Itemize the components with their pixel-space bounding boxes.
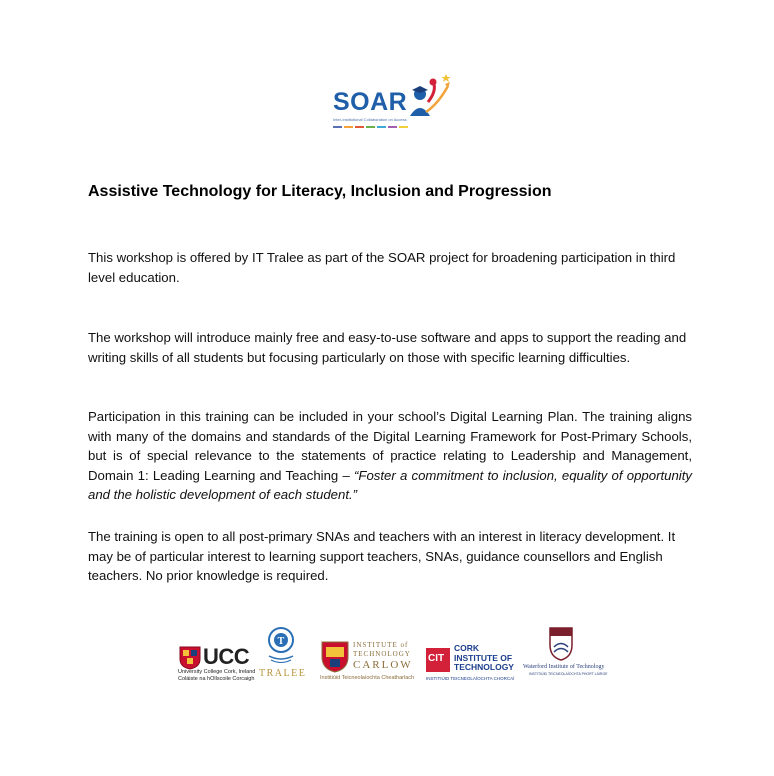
- graduate-figure-icon: [406, 72, 452, 118]
- soar-logo: [320, 64, 455, 138]
- ucc-wordmark: UCC: [203, 644, 250, 669]
- soar-wordmark: SOAR: [333, 88, 408, 116]
- soar-subtitle: Inter-Institutional Collaboration on Access: [333, 117, 407, 122]
- ucc-line-1: University College Cork, Ireland: [178, 669, 256, 675]
- carlow-subtitle: Institiúid Teicneolaíochta Cheatharlach: [320, 675, 415, 681]
- svg-text:T: T: [277, 636, 285, 647]
- framework-quote: “Foster a commitment to inclusion, equality of opportunity and the holistic development of each student.”: [88, 467, 692, 502]
- cit-badge-text: CIT: [428, 653, 445, 664]
- soar-stripe-segment: [388, 126, 397, 128]
- audience-paragraph: The training is open to all post-primary SNAs and teachers with an interest in literacy development. It may be of particular interest to learning support teachers, SNAs, guidance counsellors and English teachers. No prior knowledge is required.: [88, 529, 676, 583]
- cit-line-2: INSTITUTE OF: [454, 652, 513, 663]
- workshop-description-paragraph: The workshop will introduce mainly free and easy-to-use software and apps to support the reading and writing skills of all students but focusing particularly on those with specific learning difficulties.: [88, 330, 687, 365]
- carlow-line-1: INSTITUTE of: [353, 641, 409, 649]
- ucc-crest-icon: [179, 646, 201, 670]
- wit-subtitle: INSTITIÚID TEICNEOLAÍOCHTA PHORT LÁIRGE: [529, 672, 608, 676]
- soar-stripe-segment: [344, 126, 353, 128]
- cit-subtitle: INSTITIÚID TEICNEOLAÍOCHTA CHORCAÍ: [426, 676, 515, 681]
- carlow-crest-icon: [321, 641, 349, 673]
- tralee-wordmark: TRALEE: [259, 668, 307, 679]
- cit-badge: [426, 648, 450, 672]
- cit-line-1: CORK: [454, 643, 480, 653]
- wit-name: Waterford Institute of Technology: [523, 664, 605, 670]
- intro-paragraph: This workshop is offered by IT Tralee as part of the SOAR project for broadening participation in third level education.: [88, 250, 676, 285]
- cit-line-3: TECHNOLOGY: [454, 662, 514, 672]
- carlow-wordmark: CARLOW: [353, 659, 413, 671]
- soar-stripe-segment: [377, 126, 386, 128]
- wit-crest-icon: [549, 627, 573, 661]
- digital-learning-text: Participation in this training can be included in your school’s Digital Learning Plan. The training aligns with many of the domains and standards of the Digital Learning Framework for Post-Primary Schools, but is of special relevance to the statements of practice relating to Leadership and Management, Domain 1: Leading Learning and Teaching –: [88, 409, 692, 483]
- carlow-line-2: TECHNOLOGY: [353, 650, 411, 658]
- digital-learning-paragraph: [88, 407, 692, 505]
- page-title: Assistive Technology for Literacy, Inclusion and Progression: [88, 183, 552, 200]
- it-tralee-logo: [256, 624, 306, 688]
- cit-logo: [424, 624, 516, 688]
- soar-stripe-segment: [366, 126, 375, 128]
- partner-logos: [173, 624, 608, 688]
- soar-color-stripe: [333, 126, 408, 128]
- ucc-line-2: Coláiste na hOllscoile Corcaigh: [178, 676, 255, 682]
- ucc-subtitle: [178, 669, 255, 683]
- wit-logo: [521, 624, 608, 688]
- soar-stripe-segment: [399, 126, 408, 128]
- soar-stripe-segment: [333, 126, 342, 128]
- soar-stripe-segment: [355, 126, 364, 128]
- carlow-institute-text: [353, 641, 411, 659]
- it-carlow-logo: [319, 624, 414, 688]
- tralee-emblem-icon: [266, 626, 296, 666]
- cit-name: [454, 644, 514, 673]
- ucc-logo: [177, 624, 256, 688]
